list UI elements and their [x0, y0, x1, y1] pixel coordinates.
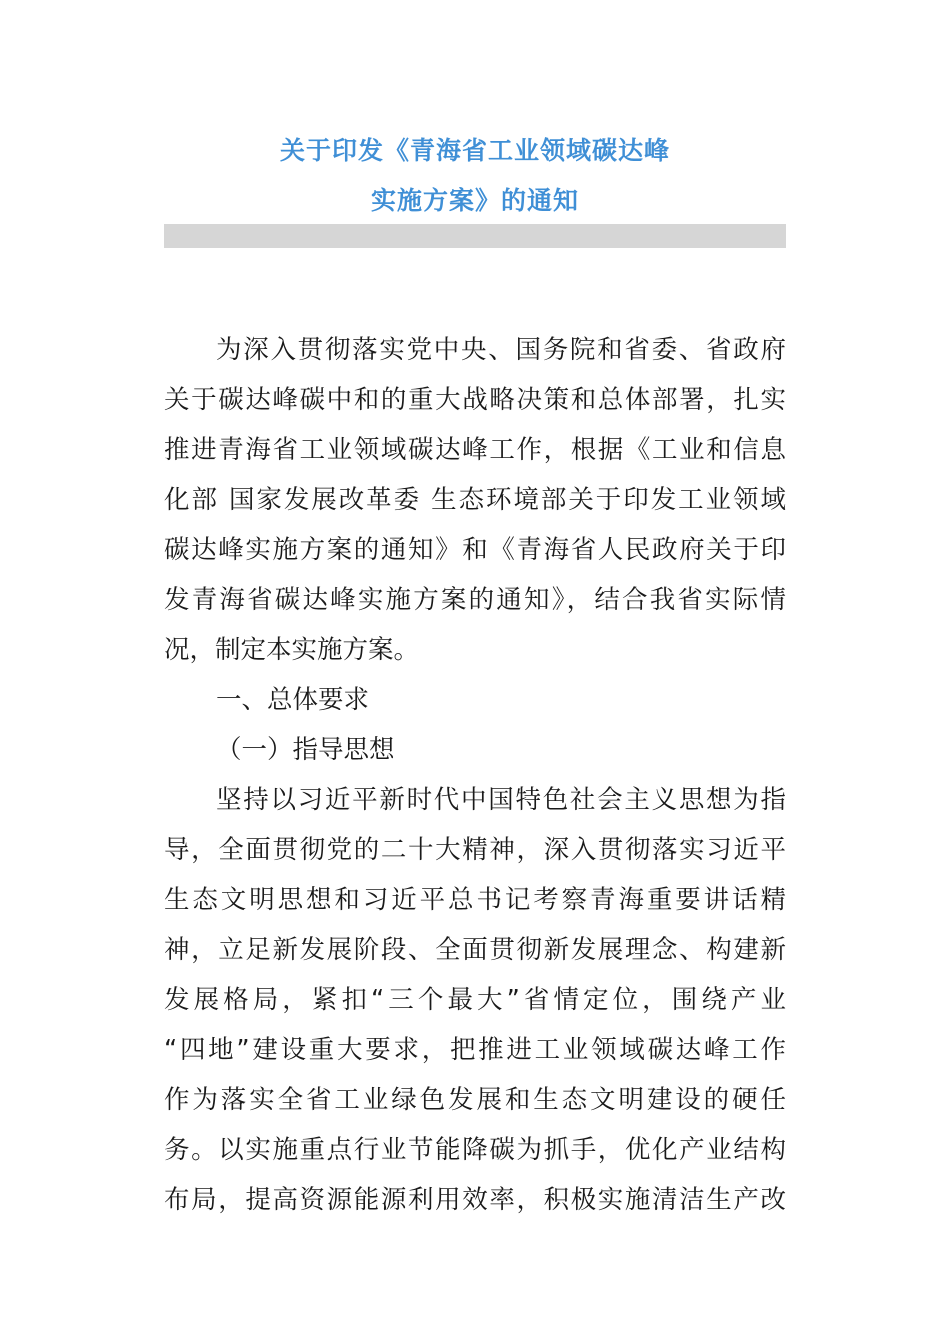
subsection-heading: （一）指导思想: [216, 735, 395, 765]
body-line: 况，制定本实施方案。: [164, 635, 420, 665]
body-line: 为深入贯彻落实党中央、国务院和省委、省政府: [216, 335, 786, 365]
document-title-line-1: 关于印发《青海省工业领域碳达峰: [279, 136, 670, 165]
body-line: 化部 国家发展改革委 生态环境部关于印发工业领域: [164, 485, 786, 515]
document-body: [164, 325, 786, 1225]
document-title-line-2: 实施方案》的通知: [370, 186, 579, 215]
body-line: 导，全面贯彻党的二十大精神，深入贯彻落实习近平: [164, 835, 786, 865]
body-line: “四地”建设重大要求，把推进工业领域碳达峰工作: [164, 1035, 786, 1065]
body-line: 作为落实全省工业绿色发展和生态文明建设的硬任: [164, 1085, 786, 1115]
body-line: 关于碳达峰碳中和的重大战略决策和总体部署，扎实: [164, 385, 786, 415]
body-line: 神，立足新发展阶段、全面贯彻新发展理念、构建新: [164, 935, 786, 965]
body-line: 务。以实施重点行业节能降碳为抓手，优化产业结构: [164, 1135, 786, 1165]
body-line: 坚持以习近平新时代中国特色社会主义思想为指: [216, 785, 786, 815]
title-divider-bar: [164, 224, 786, 248]
body-line: 生态文明思想和习近平总书记考察青海重要讲话精: [164, 885, 786, 915]
body-line: 推进青海省工业领域碳达峰工作，根据《工业和信息: [164, 435, 786, 465]
body-line: 碳达峰实施方案的通知》和《青海省人民政府关于印: [164, 535, 786, 565]
section-heading: 一、总体要求: [216, 685, 370, 715]
body-line: 布局，提高资源能源利用效率，积极实施清洁生产改: [164, 1185, 786, 1215]
body-line: 发展格局，紧扣“三个最大”省情定位，围绕产业: [164, 985, 786, 1015]
body-line: 发青海省碳达峰实施方案的通知》，结合我省实际情: [164, 585, 786, 615]
